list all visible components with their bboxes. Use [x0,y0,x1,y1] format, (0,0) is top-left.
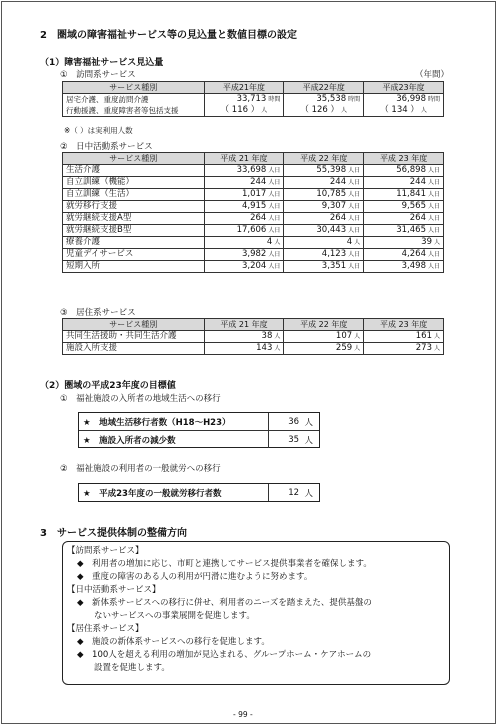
unit: 人 [354,333,361,340]
value: 273 [415,343,432,353]
value: 39 [421,237,432,247]
value: 9,565 [401,201,426,211]
row-label: 就労移行支援 [63,201,205,213]
cell-value [284,189,364,201]
day-services-table [62,152,444,273]
value: 3,982 [241,249,267,259]
subsection-2-title: （2）圏域の平成23年度の目標値 [40,381,176,391]
unit: 人日 [268,191,281,198]
row-label: 就労継続支援A型 [63,213,205,225]
cell-value [284,165,364,177]
target-value: 35 [288,434,300,445]
group-line: ◆ 利用者の増加に応じ、市町と連携してサービス提供事業者を確保します。 [77,559,372,569]
cell-value [204,331,284,343]
target-label: ★ 平成23年度の一般就労移行者数 [79,484,269,501]
target-row [79,431,319,448]
table-row [63,237,444,249]
cell-value [284,225,364,237]
unit: 人日 [348,215,361,222]
row-label: 就労継続支援B型 [63,225,205,237]
unit: 人日 [427,215,440,222]
row-label: 居宅介護、重度訪問介護 [63,94,205,106]
header-service-type: サービス種別 [63,319,205,331]
section-3-title: 3 サービス提供体制の整備方向 [40,528,187,539]
target-row [79,413,319,431]
cell-value [204,261,284,273]
group-line: 設置を促進します。 [77,663,170,673]
unit: 人 [274,239,281,246]
unit: 人 [433,239,440,246]
day-services-title: ② 日中活動系サービス [60,142,153,152]
target-value: 12 [288,487,300,498]
row-label: 施設入所支援 [63,343,205,355]
hours-fy23: 36,998 [396,94,426,104]
value: 161 [415,331,432,341]
unit: 人日 [427,179,440,186]
header-fy22: 平成 22 年度 [284,319,364,331]
unit: 人 [274,333,281,340]
unit: 時間 [268,96,281,103]
header-fy23: 平成 23 年度 [364,319,444,331]
value: 4 [266,237,273,247]
cell-value [284,331,364,343]
cell-value [364,201,444,213]
cell-value [284,249,364,261]
cell-value [364,165,444,177]
unit: 人 [341,107,348,114]
target-label: ★ 地域生活移行者数（H18～H23） [79,413,269,430]
unit: 人日 [348,203,361,210]
cell-value [204,201,284,213]
unit: 人日 [268,203,281,210]
subsection-1-title: （1）障害福祉サービス見込量 [40,58,164,68]
value: 259 [335,343,353,353]
row-label: 自立訓練（生活） [63,189,205,201]
cell-value [364,213,444,225]
table-row [63,225,444,237]
unit: 人日 [348,251,361,258]
row-label: 療養介護 [63,237,205,249]
unit: 人 [274,345,281,352]
value: 244 [250,177,267,187]
target-unit: 人 [304,488,313,499]
header-fy21: 平成 21 年度 [204,319,284,331]
cell-value [284,343,364,355]
value: 38 [261,331,273,341]
value: 17,606 [236,225,267,235]
header-fy21: 平成 21 年度 [204,153,284,165]
residential-services-table [62,318,444,355]
value: 55,398 [316,165,347,175]
value: 3,498 [401,261,426,271]
unit: 人日 [268,251,281,258]
target-label: ★ 施設入所者の減少数 [79,431,269,448]
header-fy22: 平成22年度 [284,82,364,94]
header-fy21: 平成21年度 [204,82,284,94]
cell-value [284,237,364,249]
group-heading: 【日中活動系サービス】 [67,585,161,595]
table-row [63,343,444,355]
header-fy23: 平成 23 年度 [364,153,444,165]
targets-box-1 [78,412,320,448]
table-row [63,94,444,106]
unit: 人日 [348,263,361,270]
hours-fy21: 33,713 [236,94,267,104]
cell-value [204,165,284,177]
cell-value [364,237,444,249]
cell-value [364,343,444,355]
targets-item1-title: ① 福祉施設の入所者の地域生活への移行 [60,394,221,404]
cell-value [284,261,364,273]
unit: 人 [433,345,440,352]
value: 264 [250,213,267,223]
value: 107 [335,331,353,341]
unit: 人 [354,239,361,246]
table-row [63,213,444,225]
value: 9,307 [321,201,347,211]
visit-services-table [62,81,444,117]
section-2-title: 2 圏域の障害福祉サービス等の見込量と数値目標の設定 [40,30,297,41]
hours-fy22: 35,538 [316,94,347,104]
cell-value [284,177,364,189]
unit: 時間 [348,96,361,103]
unit: 人日 [348,167,361,174]
residential-services-title: ③ 居住系サービス [60,308,136,318]
unit: 人日 [268,179,281,186]
value: 4 [346,237,353,247]
unit: 人日 [427,263,440,270]
cell-value [364,249,444,261]
value: 4,264 [401,249,426,259]
value: 3,351 [321,261,347,271]
unit: 人日 [427,191,440,198]
unit: 人 [354,345,361,352]
unit: 人日 [348,179,361,186]
cell-value [204,237,284,249]
value: 4,915 [241,201,267,211]
unit: 人日 [268,167,281,174]
value: 11,841 [396,189,426,199]
target-unit: 人 [304,417,313,428]
unit: 人 [261,107,268,114]
cell-value [204,225,284,237]
cell-value [204,177,284,189]
visit-services-title: ① 訪問系サービス [60,70,136,80]
target-row [79,484,319,501]
group-line: ないサービスへの事業展開を促進します。 [77,611,255,621]
group-heading: 【居住系サービス】 [67,624,144,634]
persons-fy21: （ 116 ） [220,105,260,115]
value: 143 [256,343,273,353]
actual-users-note: ※（ ）は実利用人数 [64,126,133,135]
group-line: ◆ 重度の障害のある人の利用が円滑に進むように努めます。 [77,572,313,582]
persons-fy22: （ 126 ） [300,105,340,115]
row-label: 自立訓練（機能） [63,177,205,189]
cell-value [364,261,444,273]
cell-value [204,213,284,225]
cell-value [204,249,284,261]
targets-box-2 [78,483,320,502]
row-label: 生活介護 [63,165,205,177]
unit: 人日 [268,215,281,222]
row-label: 短期入所 [63,261,205,273]
cell-value [364,189,444,201]
table-row [63,331,444,343]
cell-value [364,225,444,237]
table-row [63,105,444,117]
value: 31,465 [396,225,426,235]
value: 3,204 [241,261,267,271]
value: 4,123 [321,249,347,259]
unit: 人日 [427,251,440,258]
unit: 人日 [348,191,361,198]
row-label: 行動援護、重度障害者等包括支援 [63,105,205,117]
table-row [63,249,444,261]
target-value: 36 [288,416,300,427]
unit: 人日 [427,203,440,210]
value: 244 [329,177,347,187]
value: 33,698 [236,165,267,175]
group-line: ◆ 施設の新体系サービスへの移行を促進します。 [77,637,270,647]
table-row [63,177,444,189]
header-service-type: サービス種別 [63,153,205,165]
value: 30,443 [316,225,347,235]
table-row [63,165,444,177]
annual-unit-note: （年間） [415,70,450,80]
value: 264 [409,213,426,223]
unit: 人 [420,107,427,114]
value: 1,017 [241,189,267,199]
value: 244 [409,177,426,187]
target-unit: 人 [304,435,313,446]
unit: 人日 [268,263,281,270]
unit: 人日 [348,227,361,234]
value: 56,898 [396,165,426,175]
row-label: 児童デイサービス [63,249,205,261]
table-row [63,261,444,273]
cell-value [204,343,284,355]
unit: 人日 [268,227,281,234]
unit: 人 [433,333,440,340]
cell-value [284,201,364,213]
table-row [63,189,444,201]
group-line: ◆ 新体系サービスへの移行に併せ、利用者のニーズを踏まえた、提供基盤の [77,598,372,608]
cell-value [364,177,444,189]
value: 264 [329,213,347,223]
header-service-type: サービス種別 [63,82,205,94]
header-fy22: 平成 22 年度 [284,153,364,165]
cell-value [204,189,284,201]
group-heading: 【訪問系サービス】 [67,546,144,556]
targets-item2-title: ② 福祉施設の利用者の一般就労への移行 [60,464,221,474]
row-label: 共同生活援助・共同生活介護 [63,331,205,343]
unit: 時間 [427,96,440,103]
page-number: - 99 - [233,710,253,719]
value: 10,785 [316,189,347,199]
persons-fy23: （ 134 ） [380,105,419,115]
unit: 人日 [427,227,440,234]
cell-value [284,213,364,225]
cell-value [364,331,444,343]
header-fy23: 平成23年度 [364,82,444,94]
group-line: ◆ 100人を超える利用の増加が見込まれる、グループホーム・ケアホームの [77,650,372,660]
unit: 人日 [427,167,440,174]
service-provision-box [62,541,450,685]
table-row [63,201,444,213]
